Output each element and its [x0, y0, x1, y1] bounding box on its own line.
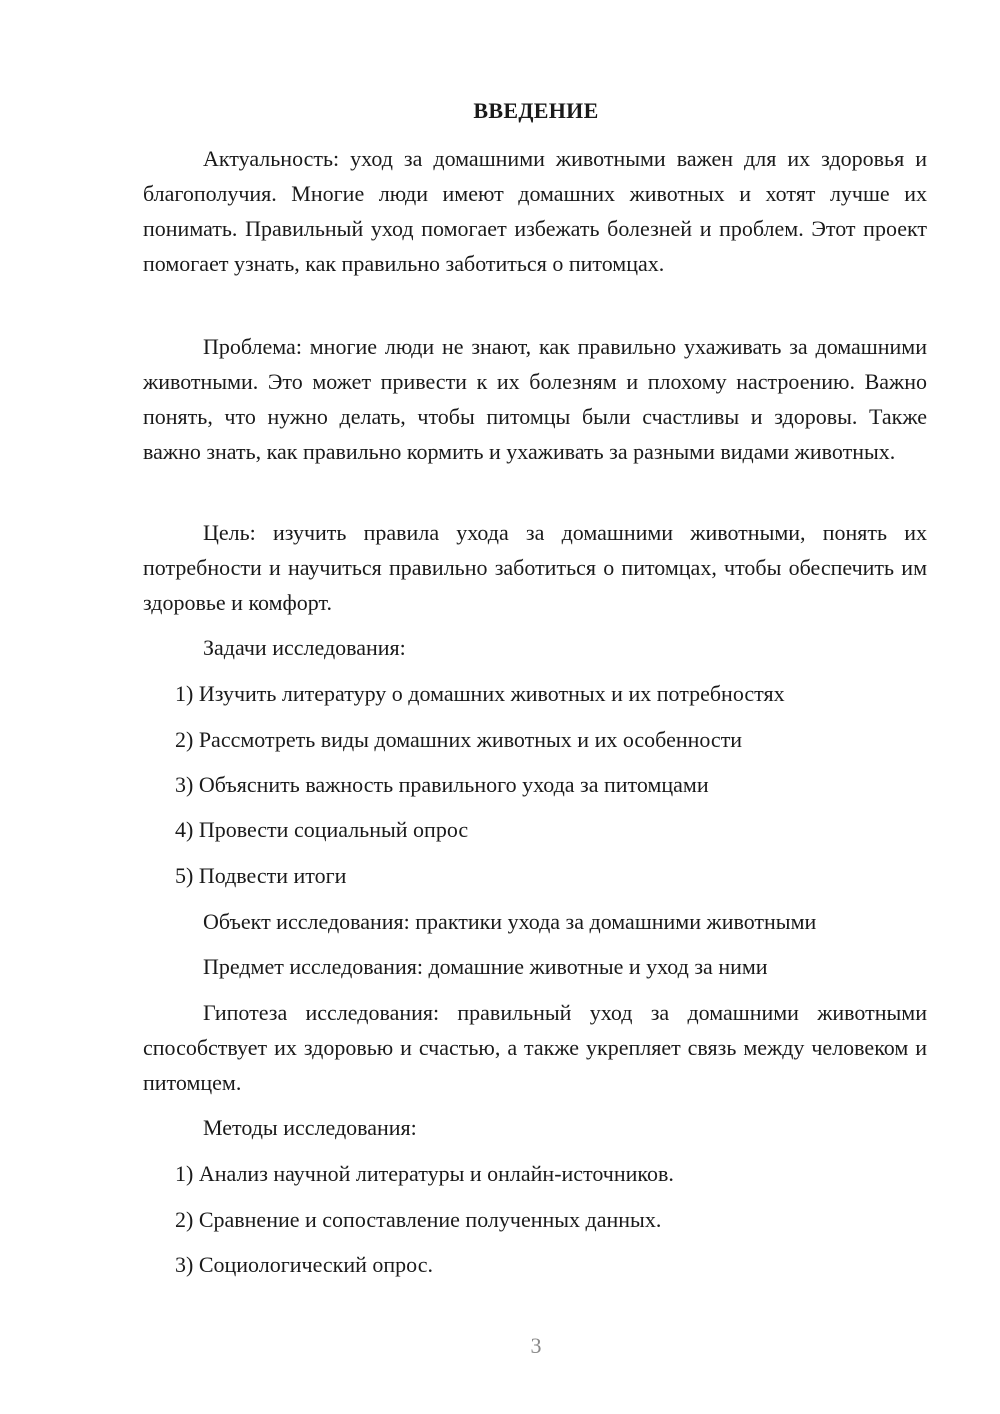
research-object: Объект исследования: практики ухода за домашними животными: [203, 909, 817, 934]
page-number: 3: [530, 1333, 542, 1358]
task-item: 4) Провести социальный опрос: [175, 817, 469, 842]
hypothesis-paragraph: Гипотеза исследования: правильный уход за домашними животными способствует их здоровью и счастью, а также укрепляет связь между человеком и питомцем.: [143, 1000, 927, 1095]
method-item: 2) Сравнение и сопоставление полученных данных.: [175, 1207, 662, 1232]
task-item: 5) Подвести итоги: [175, 863, 347, 888]
method-item: 3) Социологический опрос.: [175, 1252, 433, 1277]
tasks-heading: Задачи исследования:: [203, 635, 406, 660]
page-title: ВВЕДЕНИЕ: [473, 98, 599, 123]
methods-heading: Методы исследования:: [203, 1115, 417, 1140]
task-item: 1) Изучить литературу о домашних животных и их потребностях: [175, 681, 785, 706]
goal-paragraph: Цель: изучить правила ухода за домашними животными, понять их потребности и научиться правильно заботиться о питомцах, чтобы обеспечить им здоровье и комфорт.: [143, 520, 927, 615]
problem-paragraph: Проблема: многие люди не знают, как правильно ухаживать за домашними животными. Это может привести к их болезням и плохому настроению. Важно понять, что нужно делать, чтобы питомцы были счастливы и здоровы. Также важно знать, как правильно кормить и ухаживать за разными видами животных.: [143, 334, 927, 464]
task-item: 2) Рассмотреть виды домашних животных и их особенности: [175, 727, 743, 752]
relevance-paragraph: Актуальность: уход за домашними животными важен для их здоровья и благополучия. Многие люди имеют домашних животных и хотят лучше их понимать. Правильный уход помогает избежать болезней и проблем. Этот проект помогает узнать, как правильно заботиться о питомцах.: [143, 146, 927, 276]
task-item: 3) Объяснить важность правильного ухода за питомцами: [175, 772, 709, 797]
method-item: 1) Анализ научной литературы и онлайн-источников.: [175, 1161, 674, 1186]
research-subject: Предмет исследования: домашние животные и уход за ними: [203, 954, 768, 979]
